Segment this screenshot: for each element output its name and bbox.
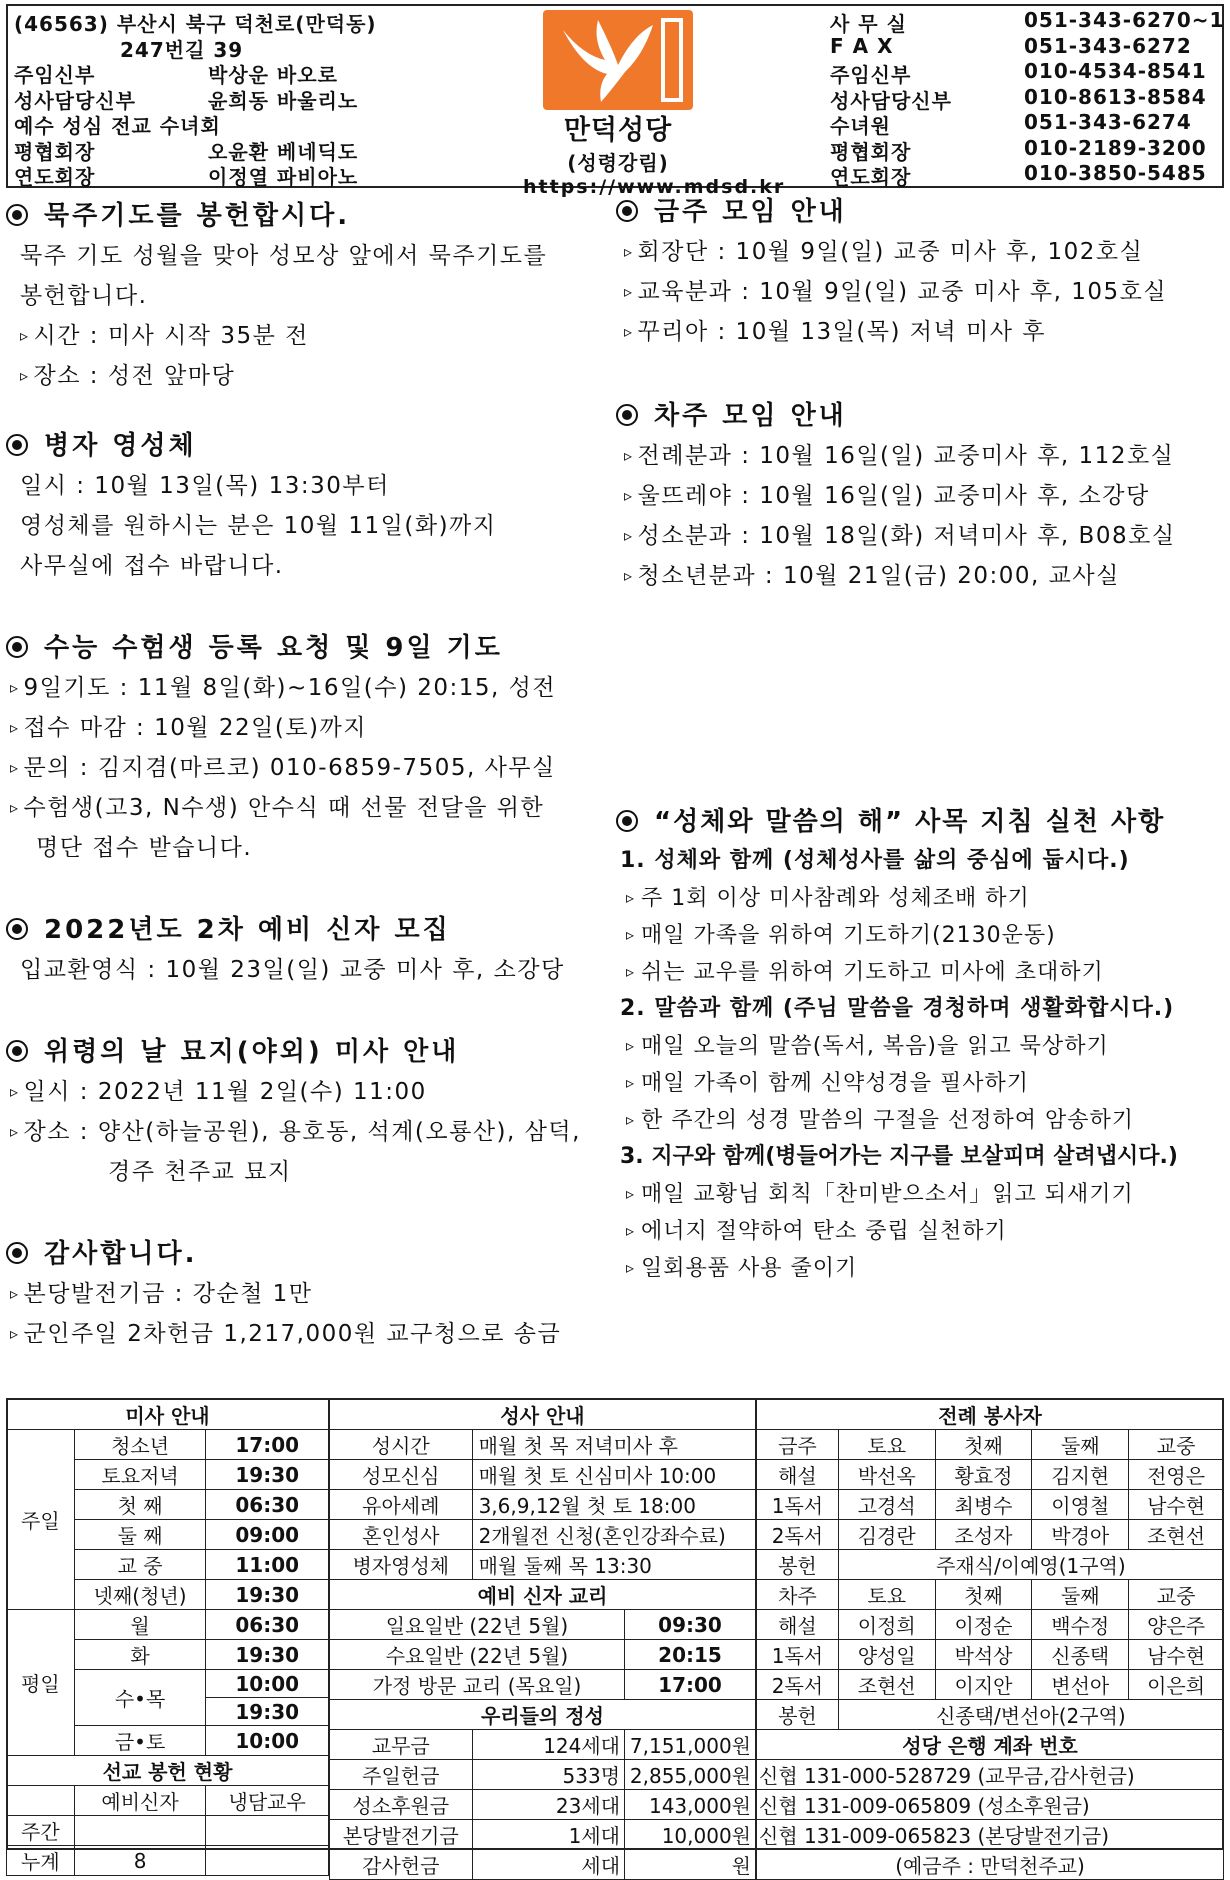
notice-line: ▹ 일시 : 2022년 11월 2일(수) 11:00 <box>6 1072 608 1112</box>
notice-line: ▹ 교육분과 : 10월 9일(일) 교중 미사 후, 105호실 <box>616 272 1228 312</box>
circle-bullet-icon <box>6 1242 28 1264</box>
server-name: 이지안 <box>935 1670 1032 1700</box>
offering-name: 본당발전기금 <box>330 1820 473 1850</box>
guideline-item: ▹ 매일 오늘의 말씀(독서, 복음)을 읽고 묵상하기 <box>616 1027 1228 1064</box>
mass-name: 수•목 <box>74 1670 206 1726</box>
guideline-item: ▹ 한 주간의 성경 말씀의 구절을 선정하여 암송하기 <box>616 1101 1228 1138</box>
mass-time: 10:00 <box>206 1726 329 1756</box>
contact-label: F A X <box>830 33 894 58</box>
header-value: 오윤환 베네딕도 <box>208 139 359 164</box>
server-name: 이정희 <box>838 1610 935 1640</box>
mass-col-header: 토요 <box>838 1580 935 1610</box>
mass-time: 09:00 <box>206 1520 329 1550</box>
offering-amount: 7,151,000원 <box>625 1730 756 1760</box>
mass-col-header: 둘째 <box>1032 1430 1129 1460</box>
sacrament-table <box>329 1399 756 1880</box>
mass-time: 11:00 <box>206 1550 329 1580</box>
liturgy-servers-table <box>756 1399 1224 1880</box>
mission-value <box>206 1816 329 1846</box>
catechism-time: 09:30 <box>625 1610 756 1640</box>
table-header: 예비 신자 교리 <box>330 1580 756 1610</box>
mission-col-header: 냉담교우 <box>206 1786 329 1816</box>
role-label: 1독서 <box>757 1640 839 1670</box>
section-title: 금주 모임 안내 <box>616 192 1228 232</box>
catechism-class: 수요일반 (22년 5월) <box>330 1640 625 1670</box>
sacrament-name: 유아세례 <box>330 1490 473 1520</box>
notice-line: ▹ 본당발전기금 : 강순철 1만 <box>6 1274 608 1314</box>
contact-label: 연도회장 <box>830 165 912 189</box>
offertory-servers: 신종택/변선아(2구역) <box>838 1700 1223 1730</box>
circle-bullet-icon <box>6 204 28 226</box>
mass-time: 17:00 <box>206 1430 329 1460</box>
server-name: 양성일 <box>838 1640 935 1670</box>
table-header: 미사 안내 <box>7 1400 329 1430</box>
offertory-servers: 주재식/이예영(1구역) <box>838 1550 1223 1580</box>
bank-account: 신협 131-009-065809 (성소후원금) <box>757 1790 1224 1820</box>
notice-line: ▹ 장소 : 성전 앞마당 <box>6 356 608 396</box>
offering-count: 124세대 <box>472 1730 624 1760</box>
sacrament-schedule: 매월 첫 목 저녁미사 후 <box>472 1430 755 1460</box>
notices-right-column <box>616 192 1228 1286</box>
guideline-item: ▹ 일회용품 사용 줄이기 <box>616 1249 1228 1286</box>
guideline-item: ▹ 매일 교황님 회칙「찬미받으소서」읽고 되새기기 <box>616 1175 1228 1212</box>
server-name: 변선아 <box>1032 1670 1129 1700</box>
offering-count: 1세대 <box>472 1820 624 1850</box>
server-name: 남수현 <box>1129 1640 1224 1670</box>
notice-line: ▹ 문의 : 김지겸(마르코) 010-6859-7505, 사무실 <box>6 748 608 788</box>
mass-schedule-table <box>6 1399 329 1876</box>
mass-time: 06:30 <box>206 1610 329 1640</box>
mass-time: 19:30 <box>206 1460 329 1490</box>
mass-time: 19:30 <box>206 1698 329 1726</box>
offering-name: 감사헌금 <box>330 1850 473 1880</box>
offering-count: 23세대 <box>472 1790 624 1820</box>
notice-line: ▹ 군인주일 2차헌금 1,217,000원 교구청으로 송금 <box>6 1314 608 1354</box>
mission-corner <box>7 1786 75 1816</box>
circle-bullet-icon <box>616 810 638 832</box>
role-label: 2독서 <box>757 1670 839 1700</box>
header-label: 예수 성심 전교 수녀회 <box>14 114 221 138</box>
table-header: 선교 봉헌 현황 <box>7 1756 329 1786</box>
mass-name: 금•토 <box>74 1726 206 1756</box>
table-header: 우리들의 정성 <box>330 1700 756 1730</box>
offering-count: 세대 <box>472 1850 624 1880</box>
contact-number: 010-3850-5485 <box>1024 161 1207 185</box>
server-name: 황효정 <box>935 1460 1032 1490</box>
guideline-item: ▹ 매일 가족을 위하여 기도하기(2130운동) <box>616 916 1228 953</box>
guideline-item: ▹ 쉬는 교우를 위하여 기도하고 미사에 초대하기 <box>616 953 1228 990</box>
church-url[interactable]: https://www.mdsd.kr <box>523 176 786 198</box>
server-name: 이은희 <box>1129 1670 1224 1700</box>
bank-account: 신협 131-000-528729 (교무금,감사헌금) <box>757 1760 1224 1790</box>
mass-col-header: 토요 <box>838 1430 935 1460</box>
contact-number: 010-8613-8584 <box>1024 84 1207 109</box>
section-title: “성체와 말씀의 해” 사목 지침 실천 사항 <box>616 802 1228 842</box>
offering-name: 주일헌금 <box>330 1760 473 1790</box>
header-value: 이정열 파비아노 <box>208 165 359 189</box>
notice-line: ▹ 9일기도 : 11월 8일(화)~16일(수) 20:15, 성전 <box>6 668 608 708</box>
header-left-info <box>10 8 490 187</box>
sacrament-schedule: 3,6,9,12월 첫 토 18:00 <box>472 1490 755 1520</box>
server-name: 백수정 <box>1032 1610 1129 1640</box>
sacrament-name: 성시간 <box>330 1430 473 1460</box>
header-right-contacts <box>826 8 1225 189</box>
section-title: 차주 모임 안내 <box>616 396 1228 436</box>
notice-line: 일시 : 10월 13일(목) 13:30부터 <box>20 473 390 499</box>
mass-name: 화 <box>74 1640 206 1670</box>
table-header: 성사 안내 <box>330 1400 756 1430</box>
notice-line: ▹ 시간 : 미사 시작 35분 전 <box>6 316 608 356</box>
mass-name: 교 중 <box>74 1550 206 1580</box>
section-title: 2022년도 2차 예비 신자 모집 <box>6 910 608 950</box>
dove-logo-icon <box>543 10 693 110</box>
mass-name: 넷째(청년) <box>74 1580 206 1610</box>
server-name: 이정순 <box>935 1610 1032 1640</box>
notice-line: ▹ 꾸리아 : 10월 13일(목) 저녁 미사 후 <box>616 312 1228 352</box>
notice-line: ▹ 회장단 : 10월 9일(일) 교중 미사 후, 102호실 <box>616 232 1228 272</box>
header-label: 연도회장 <box>14 165 96 189</box>
contact-label: 수녀원 <box>830 114 891 138</box>
circle-bullet-icon <box>6 636 28 658</box>
bulletin-header <box>6 4 1225 198</box>
contact-label: 성사담당신부 <box>830 88 952 113</box>
contact-number: 010-4534-8541 <box>1024 59 1207 83</box>
guideline-heading: 3. 지구와 함께(병들어가는 지구를 보살피며 살려냅시다.) <box>620 1144 1178 1169</box>
notice-line: ▹ 청소년분과 : 10월 21일(금) 20:00, 교사실 <box>616 556 1228 596</box>
offering-amount: 143,000원 <box>625 1790 756 1820</box>
server-name: 양은주 <box>1129 1610 1224 1640</box>
notice-line: 입교환영식 : 10월 23일(일) 교중 미사 후, 소강당 <box>20 957 565 983</box>
role-label: 봉헌 <box>757 1700 839 1730</box>
server-name: 고경석 <box>838 1490 935 1520</box>
server-name: 박선옥 <box>838 1460 935 1490</box>
notices-left-column <box>6 196 608 1354</box>
sacrament-schedule: 매월 둘째 목 13:30 <box>472 1550 755 1580</box>
mass-col-header: 둘째 <box>1032 1580 1129 1610</box>
guideline-heading: 1. 성체와 함께 (성체성사를 삶의 중심에 둡시다.) <box>620 848 1130 873</box>
header-label: 평협회장 <box>14 139 96 164</box>
notice-line: 영성체를 원하시는 분은 10월 11일(화)까지 <box>20 513 497 539</box>
server-name: 조성자 <box>935 1520 1032 1550</box>
offering-name: 교무금 <box>330 1730 473 1760</box>
mass-group-label: 평일 <box>7 1610 75 1756</box>
header-label: 주임신부 <box>14 63 96 87</box>
week-label: 차주 <box>757 1580 839 1610</box>
sacrament-name: 병자영성체 <box>330 1550 473 1580</box>
section-title: 감사합니다. <box>6 1234 608 1274</box>
mission-value <box>206 1846 329 1876</box>
mass-col-header: 교중 <box>1129 1580 1224 1610</box>
contact-label: 사 무 실 <box>830 12 907 36</box>
circle-bullet-icon <box>616 200 638 222</box>
server-name: 이영철 <box>1032 1490 1129 1520</box>
mission-value <box>74 1816 206 1846</box>
mission-col-header: 예비신자 <box>74 1786 206 1816</box>
notice-line: 묵주 기도 성월을 맞아 성모상 앞에서 묵주기도를 <box>20 243 548 269</box>
notice-line: ▹ 성소분과 : 10월 18일(화) 저녁미사 후, B08호실 <box>616 516 1228 556</box>
notice-line: ▹ 장소 : 양산(하늘공원), 용호동, 석계(오룡산), 삼덕, <box>6 1112 608 1152</box>
contact-label: 주임신부 <box>830 63 912 87</box>
circle-bullet-icon <box>6 434 28 456</box>
header-label: 성사담당신부 <box>14 88 136 113</box>
sacrament-schedule: 2개월전 신청(혼인강좌수료) <box>472 1520 755 1550</box>
guideline-heading: 2. 말씀과 함께 (주님 말씀을 경청하며 생활화합시다.) <box>620 996 1175 1021</box>
section-title: 묵주기도를 봉헌합시다. <box>6 196 608 236</box>
offering-count: 533명 <box>472 1760 624 1790</box>
mission-value: 8 <box>74 1846 206 1876</box>
mass-time: 19:30 <box>206 1580 329 1610</box>
catechism-time: 20:15 <box>625 1640 756 1670</box>
server-name: 조현선 <box>838 1670 935 1700</box>
notice-line: ▹ 접수 마감 : 10월 22일(토)까지 <box>6 708 608 748</box>
server-name: 김지현 <box>1032 1460 1129 1490</box>
circle-bullet-icon <box>616 404 638 426</box>
notice-line: ▹ 수험생(고3, N수생) 안수식 때 선물 전달을 위한 <box>6 788 608 828</box>
catechism-class: 일요일반 (22년 5월) <box>330 1610 625 1640</box>
server-name: 최병수 <box>935 1490 1032 1520</box>
guideline-item: ▹ 주 1회 이상 미사참례와 성체조배 하기 <box>616 879 1228 916</box>
guideline-item: ▹ 매일 가족이 함께 신약성경을 필사하기 <box>616 1064 1228 1101</box>
week-label: 금주 <box>757 1430 839 1460</box>
address-line-1: (46563) 부산시 북구 덕천로(만덕동) <box>14 12 377 36</box>
header-value: 윤희동 바울리노 <box>208 88 359 113</box>
mass-time: 10:00 <box>206 1670 329 1698</box>
sacrament-schedule: 매월 첫 토 신심미사 10:00 <box>472 1460 755 1490</box>
server-name: 전영은 <box>1129 1460 1224 1490</box>
mass-name: 월 <box>74 1610 206 1640</box>
offering-name: 성소후원금 <box>330 1790 473 1820</box>
server-name: 박석상 <box>935 1640 1032 1670</box>
section-title: 위령의 날 묘지(야외) 미사 안내 <box>6 1032 608 1072</box>
role-label: 1독서 <box>757 1490 839 1520</box>
sacrament-name: 성모신심 <box>330 1460 473 1490</box>
role-label: 해설 <box>757 1460 839 1490</box>
offering-amount: 10,000원 <box>625 1820 756 1850</box>
sacrament-name: 혼인성사 <box>330 1520 473 1550</box>
mass-col-header: 첫째 <box>935 1580 1032 1610</box>
mass-name: 청소년 <box>74 1430 206 1460</box>
circle-bullet-icon <box>6 1040 28 1062</box>
notice-line: 경주 천주교 묘지 <box>108 1159 292 1185</box>
offering-amount: 2,855,000원 <box>625 1760 756 1790</box>
mass-col-header: 교중 <box>1129 1430 1224 1460</box>
mass-time: 06:30 <box>206 1490 329 1520</box>
role-label: 해설 <box>757 1610 839 1640</box>
contact-number: 051-343-6274 <box>1024 110 1192 134</box>
contact-number: 010-2189-3200 <box>1024 135 1207 160</box>
catechism-time: 17:00 <box>625 1670 756 1700</box>
section-title: 병자 영성체 <box>6 426 608 466</box>
notice-line: 봉헌합니다. <box>20 283 148 309</box>
circle-bullet-icon <box>6 918 28 940</box>
contact-number: 051-343-6270~1 <box>1024 8 1225 32</box>
table-header: 성당 은행 계좌 번호 <box>757 1730 1224 1760</box>
address-line-2: 247번길 39 <box>120 37 244 62</box>
bank-account: 신협 131-009-065823 (본당발전기금) <box>757 1820 1224 1850</box>
catechism-class: 가정 방문 교리 (목요일) <box>330 1670 625 1700</box>
mass-name: 첫 째 <box>74 1490 206 1520</box>
mission-row-label: 주간 <box>7 1816 75 1846</box>
notice-line: ▹ 울뜨레야 : 10월 16일(일) 교중미사 후, 소강당 <box>616 476 1228 516</box>
table-header: 전례 봉사자 <box>757 1400 1224 1430</box>
mass-name: 둘 째 <box>74 1520 206 1550</box>
offering-amount: 원 <box>625 1850 756 1880</box>
contact-label: 평협회장 <box>830 139 912 164</box>
notice-line: ▹ 전례분과 : 10월 16일(일) 교중미사 후, 112호실 <box>616 436 1228 476</box>
section-title: 수능 수험생 등록 요청 및 9일 기도 <box>6 628 608 668</box>
server-name: 남수현 <box>1129 1490 1224 1520</box>
account-holder: (예금주 : 만덕천주교) <box>757 1850 1224 1880</box>
server-name: 김경란 <box>838 1520 935 1550</box>
mass-time: 19:30 <box>206 1640 329 1670</box>
server-name: 조현선 <box>1129 1520 1224 1550</box>
mission-row-label: 누계 <box>7 1846 75 1876</box>
mass-name: 토요저녁 <box>74 1460 206 1490</box>
notice-line: 사무실에 접수 바랍니다. <box>20 553 284 579</box>
role-label: 2독서 <box>757 1520 839 1550</box>
server-name: 박경아 <box>1032 1520 1129 1550</box>
church-name: 만덕성당 <box>563 115 673 146</box>
mass-group-label: 주일 <box>7 1430 75 1610</box>
church-subtitle: (성령강림) <box>567 151 669 175</box>
server-name: 신종택 <box>1032 1640 1129 1670</box>
mass-col-header: 첫째 <box>935 1430 1032 1460</box>
guideline-item: ▹ 에너지 절약하여 탄소 중립 실천하기 <box>616 1212 1228 1249</box>
church-logo <box>523 10 786 198</box>
contact-number: 051-343-6272 <box>1024 33 1192 58</box>
notice-line: 명단 접수 받습니다. <box>36 835 253 861</box>
header-value: 박상운 바오로 <box>208 63 338 87</box>
role-label: 봉헌 <box>757 1550 839 1580</box>
